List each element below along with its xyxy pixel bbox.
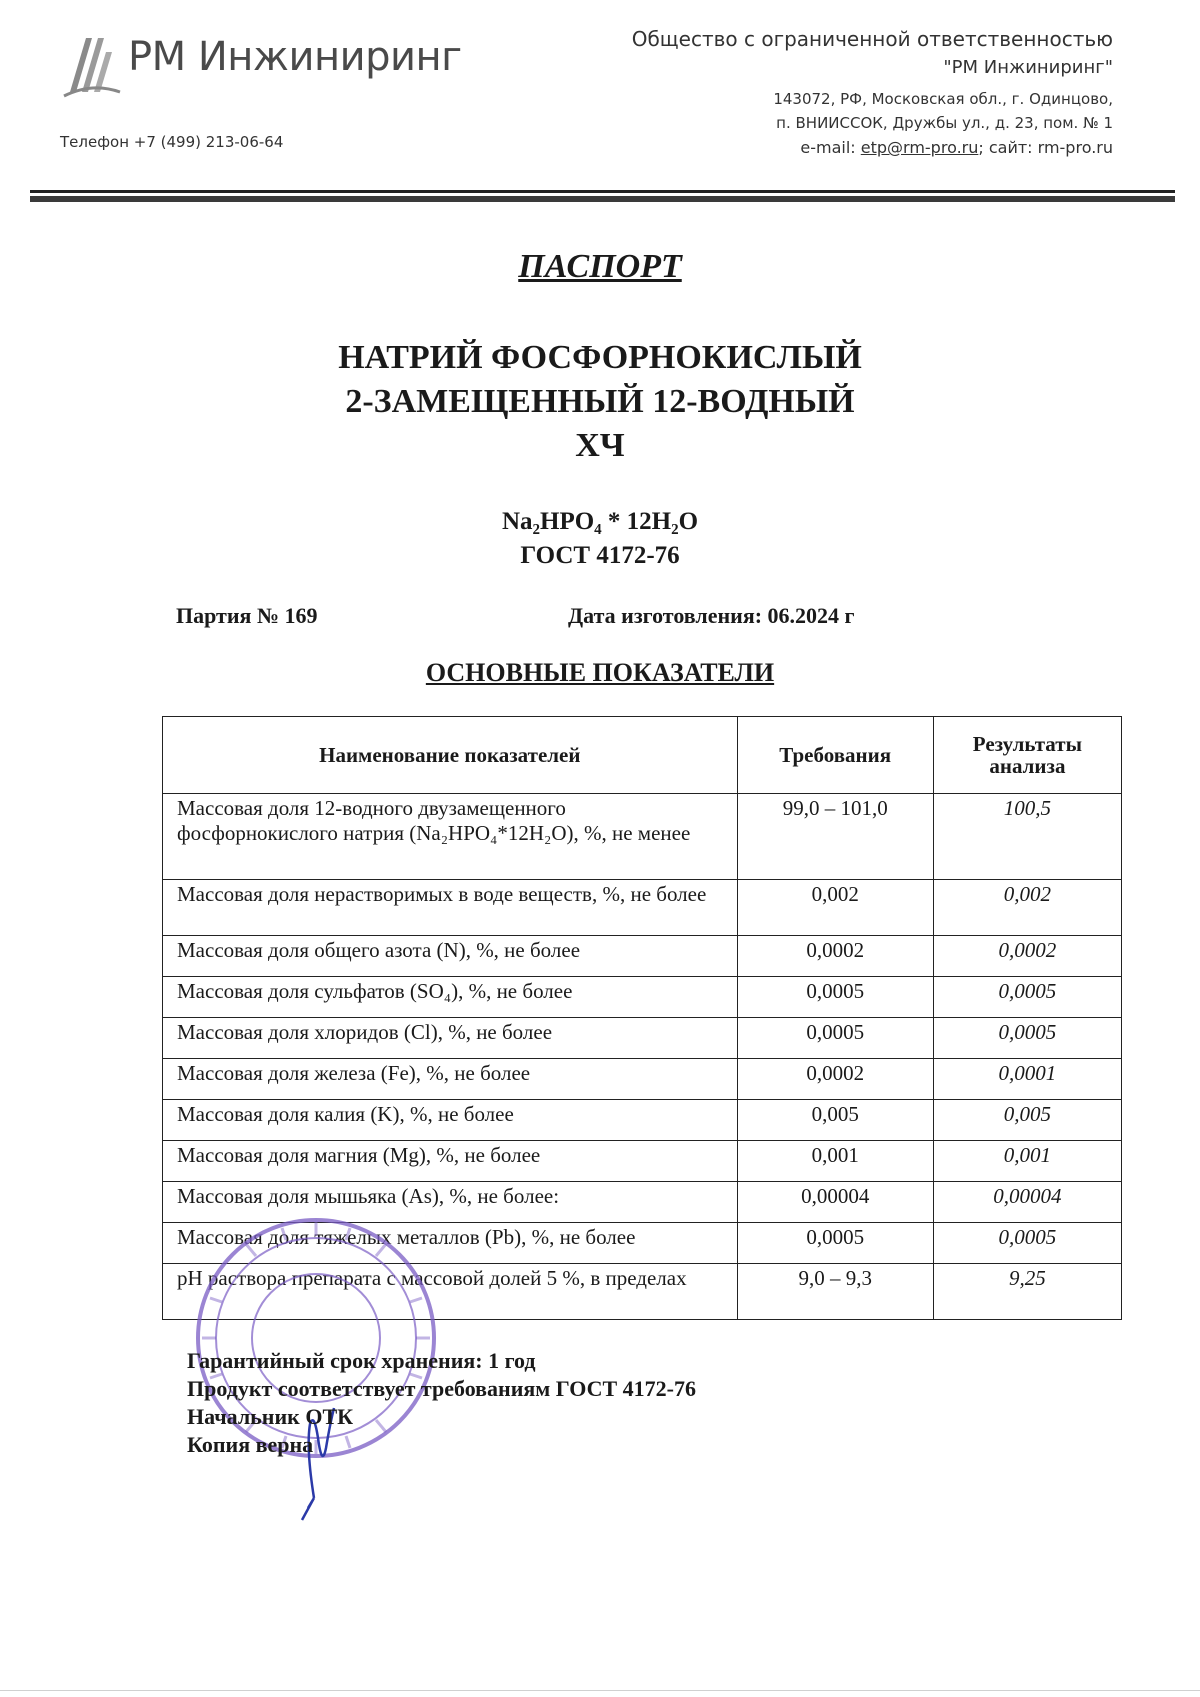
table-row	[163, 794, 1122, 880]
result-value: 0,0005	[933, 1018, 1121, 1059]
result-value: 0,0005	[933, 1223, 1121, 1264]
batch-number: Партия № 169	[176, 603, 318, 628]
phone-number: Телефон +7 (499) 213-06-64	[60, 133, 284, 151]
document-title: ПАСПОРТ	[518, 248, 682, 285]
result-value: 0,002	[933, 880, 1121, 936]
chemical-formula: Na₂HPO₄ * 12H₂O	[501, 508, 699, 535]
result-value: 0,001	[933, 1141, 1121, 1182]
table-row	[163, 1141, 1122, 1182]
contact-line	[473, 135, 1113, 161]
requirement-value: 0,0002	[737, 1059, 933, 1100]
company-logo	[62, 30, 482, 100]
page-bottom-edge	[0, 1690, 1200, 1691]
requirement-value: 0,0002	[737, 936, 933, 977]
company-line1: Общество с ограниченной ответственностью	[631, 27, 1113, 51]
requirement-value: 0,002	[737, 880, 933, 936]
shelf-life: Гарантийный срок хранения: 1 год	[187, 1348, 536, 1373]
indicator-name: Массовая доля мышьяка (As), %, не более:	[163, 1182, 738, 1223]
logo-text: РМ Инжиниринг	[128, 34, 462, 80]
section-title-text: ОСНОВНЫЕ ПОКАЗАТЕЛИ	[425, 658, 775, 687]
conformity-statement: Продукт соответствует требованиям ГОСТ 4172-76	[187, 1376, 696, 1401]
indicator-name: Массовая доля сульфатов (SO₄), %, не более	[163, 977, 738, 1018]
product-line1: НАТРИЙ ФОСФОРНОКИСЛЫЙ	[338, 339, 862, 376]
product-line2: 2-ЗАМЕЩЕННЫЙ 12-ВОДНЫЙ	[345, 383, 855, 420]
result-value: 0,0002	[933, 936, 1121, 977]
copy-certified: Копия верна	[187, 1432, 314, 1457]
result-value: 100,5	[933, 794, 1121, 880]
table-row	[163, 1100, 1122, 1141]
indicator-name: Массовая доля 12-водного двузамещенного фосфорнокислого натрия (Na₂HPO₄*12H₂O), %, не менее	[163, 794, 738, 880]
header-divider-thick	[30, 196, 1175, 202]
table-header-row	[163, 717, 1122, 794]
requirement-value: 0,00004	[737, 1182, 933, 1223]
result-value: 9,25	[933, 1264, 1121, 1320]
indicator-name: Массовая доля нерастворимых в воде веществ, %, не более	[163, 880, 738, 936]
requirement-value: 9,0 – 9,3	[737, 1264, 933, 1320]
indicator-name: Массовая доля тяжелых металлов (Pb), %, не более	[163, 1223, 738, 1264]
requirement-value: 0,0005	[737, 1018, 933, 1059]
result-value: 0,005	[933, 1100, 1121, 1141]
requirement-value: 0,001	[737, 1141, 933, 1182]
requirement-value: 0,0005	[737, 1223, 933, 1264]
qc-head: Начальник ОТК	[187, 1404, 354, 1429]
result-value: 0,0001	[933, 1059, 1121, 1100]
result-value: 0,0005	[933, 977, 1121, 1018]
address-line2: п. ВНИИССОК, Дружбы ул., д. 23, пом. № 1	[776, 114, 1113, 132]
indicator-name: Массовая доля магния (Mg), %, не более	[163, 1141, 738, 1182]
gost-standard: ГОСТ 4172-76	[520, 542, 680, 569]
indicator-name: Массовая доля железа (Fe), %, не более	[163, 1059, 738, 1100]
requirement-value: 0,005	[737, 1100, 933, 1141]
table-row	[163, 977, 1122, 1018]
site-text: ; сайт: rm-pro.ru	[978, 138, 1113, 157]
indicator-name: Массовая доля калия (K), %, не более	[163, 1100, 738, 1141]
company-details	[473, 25, 1113, 161]
production-date: Дата изготовления: 06.2024 г	[568, 603, 855, 628]
email-link[interactable]: etp@rm-pro.ru	[860, 138, 979, 157]
indicator-name: pH раствора препарата с массовой долей 5 %, в пределах	[163, 1264, 738, 1320]
email-label: e-mail:	[800, 138, 861, 157]
section-title	[0, 658, 1200, 688]
result-value: 0,00004	[933, 1182, 1121, 1223]
table-row	[163, 1018, 1122, 1059]
product-line3: ХЧ	[575, 427, 625, 464]
table-row	[163, 880, 1122, 936]
requirement-value: 0,0005	[737, 977, 933, 1018]
header-name: Наименование показателей	[163, 717, 738, 794]
logo-mark-icon	[62, 30, 124, 100]
address-line1: 143072, РФ, Московская обл., г. Одинцово,	[773, 90, 1113, 108]
company-name: "РМ Инжиниринг"	[943, 57, 1113, 78]
header-requirements: Требования	[737, 717, 933, 794]
requirement-value: 99,0 – 101,0	[737, 794, 933, 880]
footer-block	[187, 1347, 696, 1459]
table-row	[163, 936, 1122, 977]
product-name	[0, 336, 1200, 468]
header-results: Результаты анализа	[933, 717, 1121, 794]
indicator-name: Массовая доля хлоридов (Cl), %, не более	[163, 1018, 738, 1059]
indicator-name: Массовая доля общего азота (N), %, не более	[163, 936, 738, 977]
formula-block	[0, 505, 1200, 573]
table-row	[163, 1059, 1122, 1100]
header-divider	[30, 190, 1175, 193]
